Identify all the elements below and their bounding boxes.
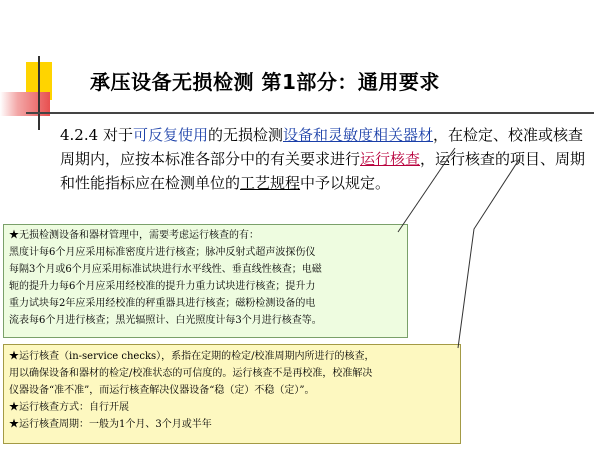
clause-text: 中予以规定。 <box>300 174 391 192</box>
arrow-to-yellow-note <box>458 158 520 348</box>
note-line: 轭的提升力每6个月应采用经校准的提升力重力试块进行核查；提升力 <box>9 281 316 292</box>
clause-text: ，运行核查的项目、周期和性能指标应在检测单位的 <box>60 150 586 192</box>
note-line: 流表每6个月进行核查；黑光辐照计、白光照度计每3个月进行核查等。 <box>9 315 322 326</box>
note-line: 黑度计每6个月应采用标准密度片进行核查；脉冲反射式超声波探伤仪 <box>9 247 316 258</box>
arrow-to-green-note <box>398 148 455 232</box>
note-line: ★运行核查周期：一般为1个月、3个月或半年 <box>9 419 212 430</box>
clause-text: ，在检定、校准或核查周期内，应按本标准各部分中的有关要求进行 <box>60 126 584 168</box>
keyword-procedure: 工艺规程 <box>240 174 301 192</box>
note-line: ★运行核查方式：自行开展 <box>9 402 129 413</box>
note-line: 仪器设备“准不准”，而运行核查解决仪器设备“稳（定）不稳（定）”。 <box>9 385 315 396</box>
clause-text: 对于 <box>98 126 133 144</box>
keyword-equipment: 设备和灵敏度相关器材 <box>282 126 433 144</box>
note-line: 每隔3个月或6个月应采用标准试块进行水平线性、垂直线性核查；电磁 <box>9 264 322 275</box>
note-line: 用以确保设备和器材的检定/校准状态的可信度的。运行核查不是再校准，校准解决 <box>9 368 373 379</box>
clause-text: 的无损检测 <box>207 126 283 144</box>
keyword-in-service-check: 运行核查 <box>360 150 421 168</box>
note-line: ★无损检测设备和器材管理中，需要考虑运行核查的有： <box>9 230 259 241</box>
keyword-reusable: 可反复使用 <box>132 126 208 144</box>
slide-title: 承压设备无损检测 第1部分：通用要求 <box>90 70 440 94</box>
clause-number: 4.2.4 <box>60 126 99 144</box>
note-line: 重力试块每2年应采用经校准的秤重器具进行核查；磁粉检测设备的电 <box>9 298 316 309</box>
note-line: ★运行核查（in-service checks），系指在定期的检定/校准周期内所进行的核查， <box>9 351 375 362</box>
